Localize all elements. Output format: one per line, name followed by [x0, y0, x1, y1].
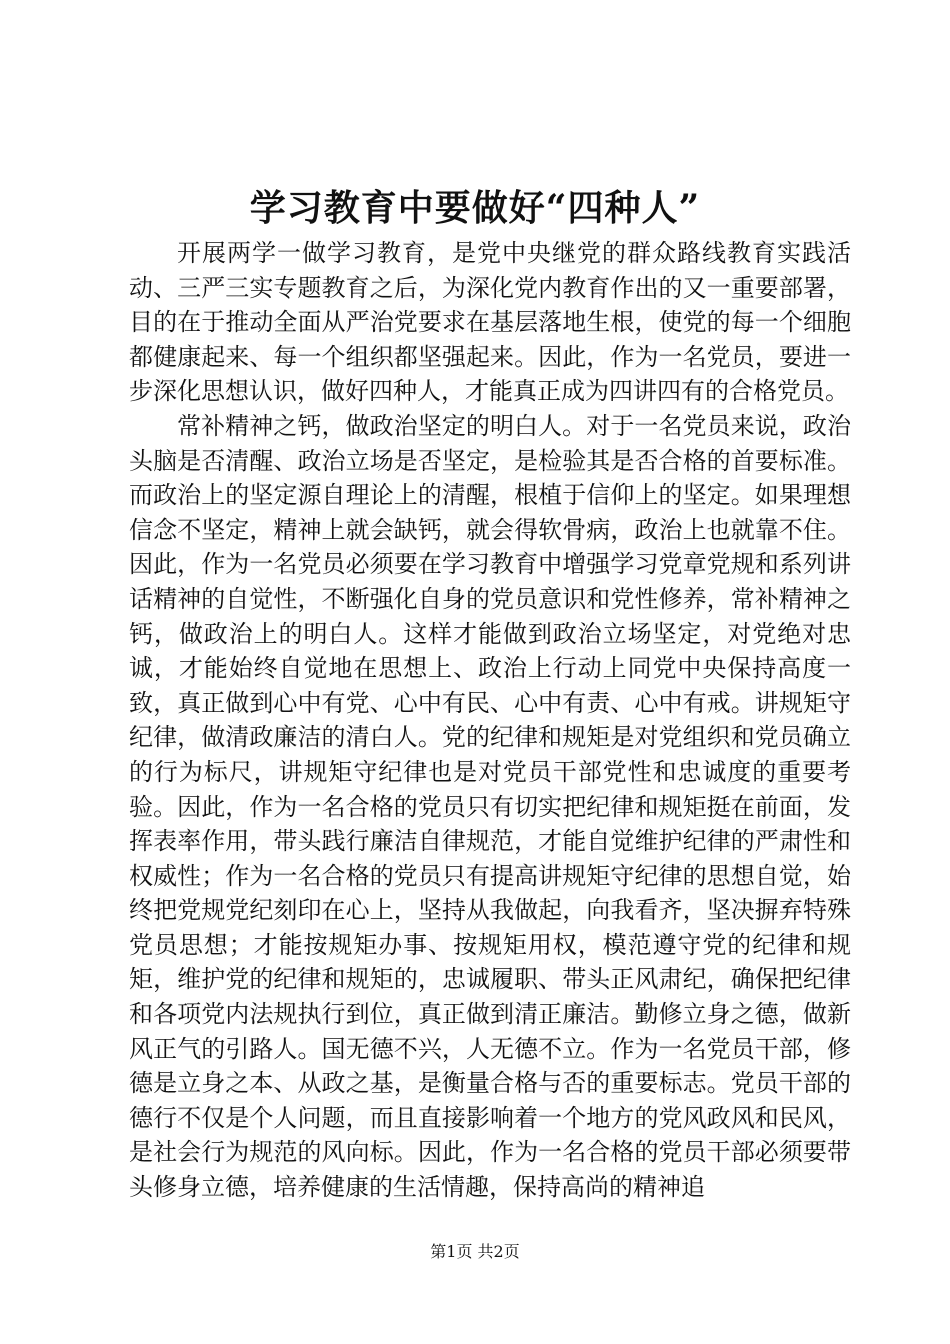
- page-footer: 第1页 共2页: [430, 1242, 520, 1261]
- paragraph-intro: 开展两学一做学习教育，是党中央继党的群众路线教育实践活动、三严三实专题教育之后，为深化党内教育作出的又一重要部署，目的在于推动全面从严治党要求在基层落地生根，使党的每一个细胞都健康起来、每一个组织都坚强起来。因此，作为一名党员，要进一步深化思想认识，做好四种人，才能真正成为四讲四有的合格党员。: [129, 239, 851, 406]
- paragraph-main: 常补精神之钙，做政治坚定的明白人。对于一名党员来说，政治头脑是否清醒、政治立场是否坚定，是检验其是否合格的首要标准。而政治上的坚定源自理论上的清醒，根植于信仰上的坚定。如果理想信念不坚定，精神上就会缺钙，就会得软骨病，政治上也就靠不住。因此，作为一名党员必须要在学习教育中增强学习党章党规和系列讲话精神的自觉性，不断强化自身的党员意识和党性修养，常补精神之钙，做政治上的明白人。这样才能做到政治立场坚定，对党绝对忠诚，才能始终自觉地在思想上、政治上行动上同党中央保持高度一致，真正做到心中有党、心中有民、心中有责、心中有戒。讲规矩守纪律，做清政廉洁的清白人。党的纪律和规矩是对党组织和党员确立的行为标尺，讲规矩守纪律也是对党员干部党性和忠诚度的重要考验。因此，作为一名合格的党员只有切实把纪律和规矩挺在前面，发挥表率作用，带头践行廉洁自律规范，才能自觉维护纪律的严肃性和权威性；作为一名合格的党员只有提高讲规矩守纪律的思想自觉，始终把党规党纪刻印在心上，坚持从我做起，向我看齐，坚决摒弃特殊党员思想；才能按规矩办事、按规矩用权，模范遵守党的纪律和规矩，维护党的纪律和规矩的，忠诚履职、带头正风肃纪，确保把纪律和各项党内法规执行到位，真正做到清正廉洁。勤修立身之德，做新风正气的引路人。国无德不兴，人无德不立。作为一名党员干部，修德是立身之本、从政之基，是衡量合格与否的重要标志。党员干部的德行不仅是个人问题，而且直接影响着一个地方的党风政风和民风，是社会行为规范的风向标。因此，作为一名合格的党员干部必须要带头修身立德，培养健康的生活情趣，保持高尚的精神追: [129, 411, 851, 1202]
- document-title: 学习教育中要做好“四种人”: [249, 187, 701, 229]
- document-body: [129, 236, 851, 1205]
